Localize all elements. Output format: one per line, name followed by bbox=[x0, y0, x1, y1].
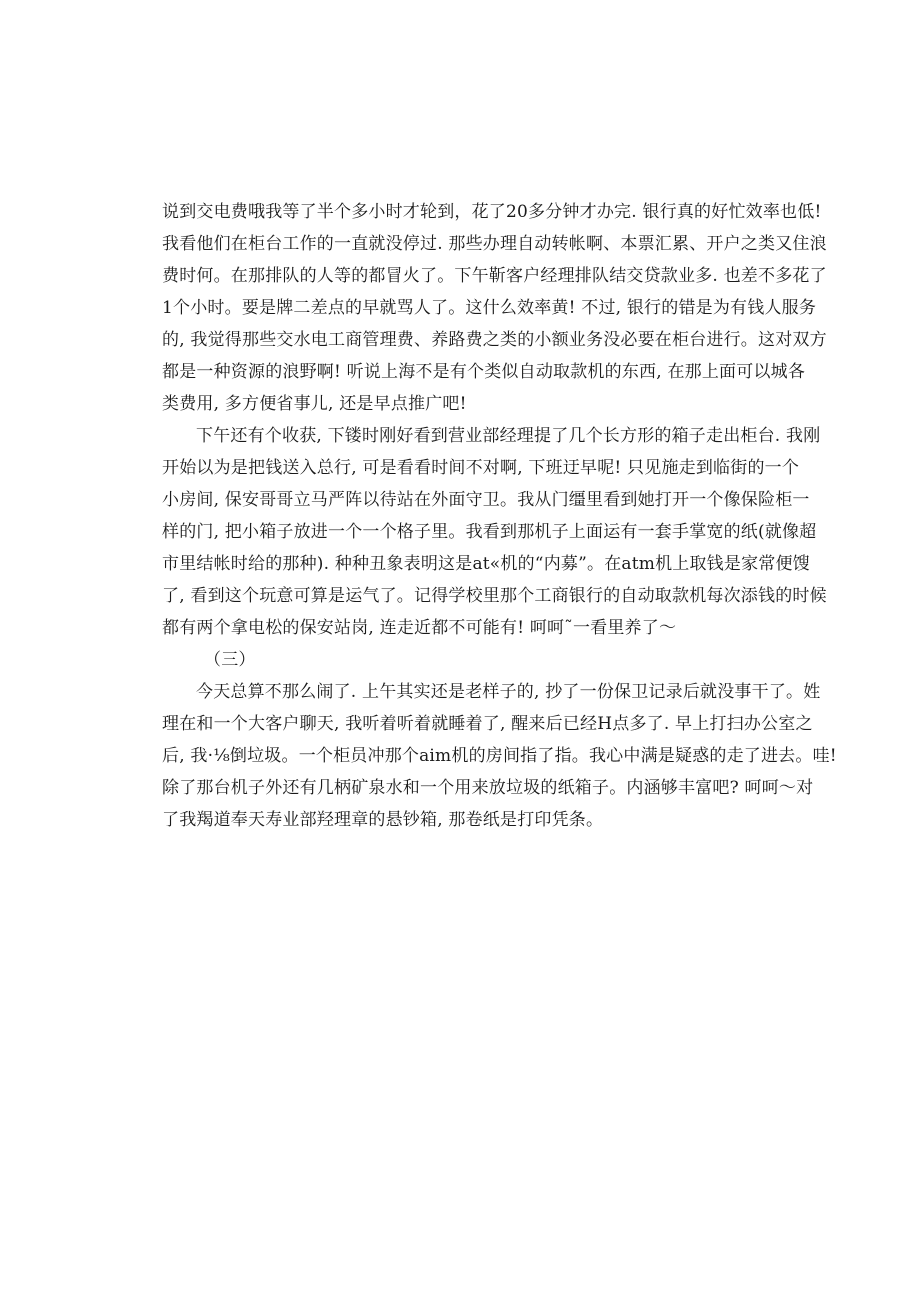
text-line: 的, 我觉得那些交水电工商管理费、养路费之类的小额业务没必要在柜台进行。这对双方 bbox=[162, 330, 827, 350]
text-line: 开始以为是把钱送入总行, 可是看看时间不对啊, 下班迂早呢! 只见施走到临街的一个 bbox=[162, 458, 800, 478]
text-line: 小房间, 保安哥哥立马严阵以待站在外面守卫。我从门缰里看到她打开一个像保险柜一 bbox=[162, 490, 810, 510]
text-line: 理在和一个大客户聊天, 我听着听着就睡着了, 醒来后已经H点多了. 早上打扫办公室之 bbox=[162, 714, 813, 734]
text-line: 费时何。在那排队的人等的都冒火了。下午靳客户经理排队结交贷款业多. 也差不多花了 bbox=[162, 266, 827, 286]
text-line: 了我羯道奉天寿业部羟理章的悬钞箱, 那卷纸是打印凭条。 bbox=[162, 810, 604, 830]
text-line: 都是一种资源的浪野啊! 听说上海不是有个类似自动取款机的东西, 在那上面可以城各 bbox=[162, 362, 806, 382]
text-line: 1个小时。要是牌二差点的早就骂人了。这什么效率黄! 不过, 银行的错是为有钱人服务 bbox=[162, 298, 817, 318]
text-line: 说到交电费哦我等了半个多小时才轮到，花了20多分钟才办完. 银行真的好忙效率也低! bbox=[162, 202, 822, 222]
text-line: 都有两个拿电松的保安站岗, 连走近都不可能有! 呵呵˜一看里养了～ bbox=[162, 618, 677, 638]
text-line: 除了那台机子外还有几柄矿泉水和一个用来放垃圾的纸箱子。内涵够丰富吧? 呵呵～对 bbox=[162, 778, 814, 798]
text-line: 了, 看到这个玩意可算是运气了。记得学校里那个工商银行的自动取款机每次添钱的时候 bbox=[162, 586, 827, 606]
text-line: 类费用, 多方便省事儿, 还是早点推广吧! bbox=[162, 394, 467, 414]
text-line: 下午还有个收获, 下镂时刚好看到营业部经理提了几个长方形的箱子走出柜台. 我刚 bbox=[196, 426, 821, 446]
text-line: 今天总算不那么闹了. 上午其实还是老样子的, 抄了一份保卫记录后就没事干了。姓 bbox=[196, 682, 821, 702]
paragraph-day-three bbox=[162, 676, 837, 836]
text-line: 样的门, 把小箱子放进一个一个格子里。我看到那机子上面运有一套手掌宽的纸(就像超 bbox=[162, 522, 817, 542]
text-line: 后, 我·⅛倒垃圾。一个柜员冲那个aim机的房间指了指。我心中满是疑惑的走了进去。哇! bbox=[162, 746, 837, 766]
text-line: 市里结帐时给的那种). 种种丑象表明这是at«机的“内募”。在atm机上取钱是家常便馊 bbox=[162, 554, 810, 574]
paragraph-electricity-fee bbox=[162, 196, 827, 420]
text-line: 我看他们在柜台工作的一直就没停过. 那些办理自动转帐啊、本票汇累、开户之类又住浪 bbox=[162, 234, 827, 254]
section-heading: （三） bbox=[204, 650, 256, 670]
document-body bbox=[162, 196, 837, 836]
paragraph-atm-discovery bbox=[162, 420, 827, 644]
